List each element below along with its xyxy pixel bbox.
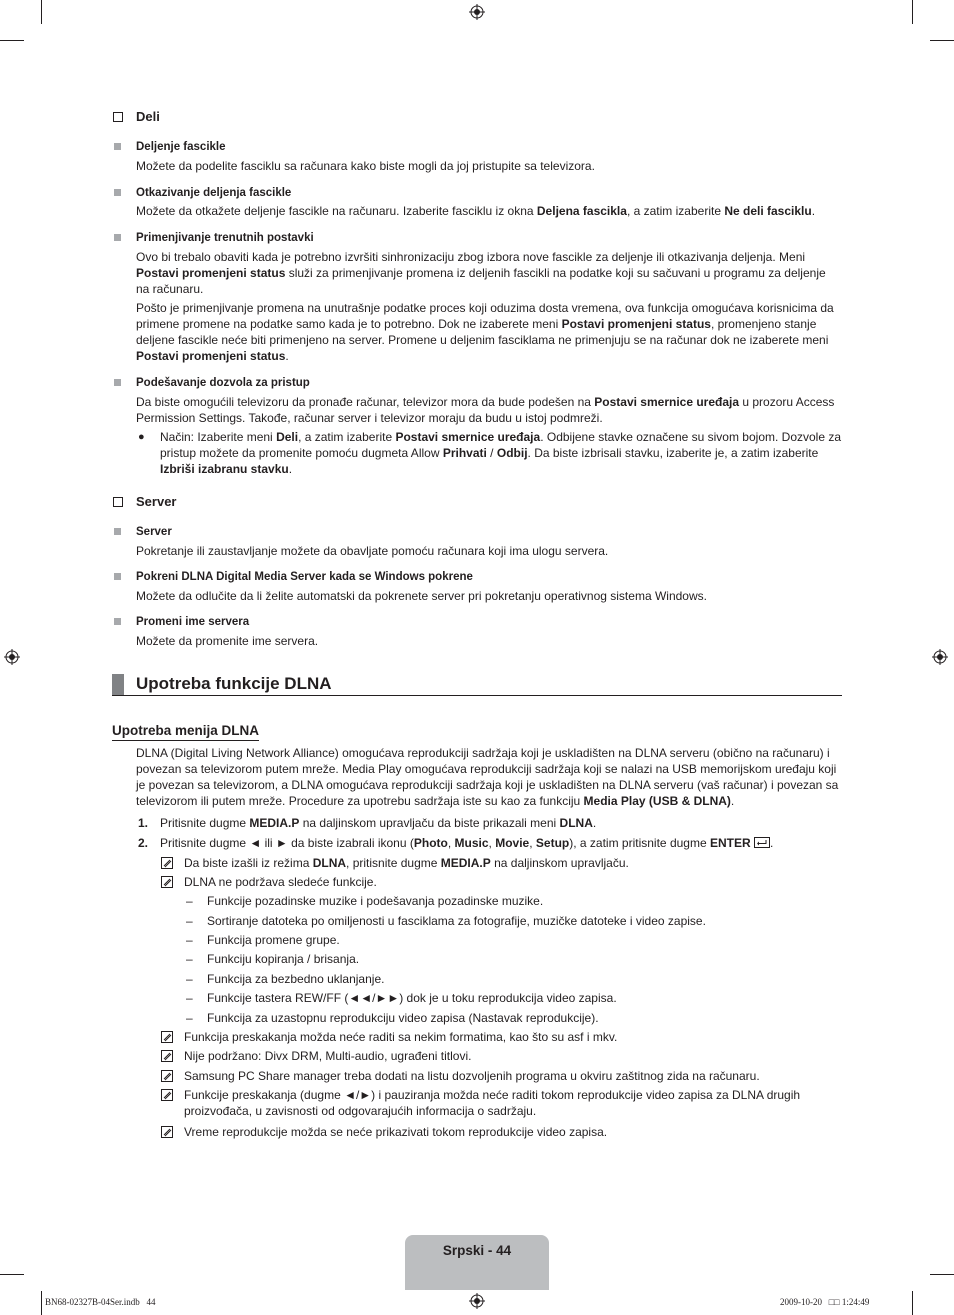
item-bullet-text: Način: Izaberite meni Deli, a zatim izaberite Postavi smernice uređaja. Odbijene stavke označene su sivom bojom. Dozvole za pristup možete da promenite pomoću dugmeta Allow Prihvati / Odbij. Da biste izbrisali stavku, izaberite je, a zatim izaberite Izbriši izabranu stavku.	[160, 430, 842, 476]
square-bullet-icon	[114, 189, 121, 196]
square-bullet-icon	[114, 573, 121, 580]
round-bullet-icon: ●	[138, 431, 145, 443]
square-bullet-icon	[114, 234, 121, 241]
footer-date: 2009-10-20 □□ 1:24:49	[780, 1297, 870, 1307]
square-bullet-icon	[114, 143, 121, 150]
registration-mark-icon	[469, 1293, 485, 1309]
checkbox-bullet-icon	[113, 112, 123, 122]
square-bullet-icon	[114, 379, 121, 386]
dash-item: Funkcije pozadinske muzike i podešavanja pozadinske muzike.	[207, 894, 544, 908]
square-bullet-icon	[114, 618, 121, 625]
note-text: Da biste izašli iz režima DLNA, pritisnite dugme MEDIA.P na daljinskom upravljaču.	[184, 856, 629, 870]
item-heading: Server	[136, 526, 172, 538]
registration-mark-icon	[932, 649, 948, 665]
section-title-dlna: Upotreba funkcije DLNA	[136, 674, 332, 693]
section-title-server: Server	[136, 494, 177, 509]
dash-item: Funkcija za bezbedno uklanjanje.	[207, 972, 385, 986]
heading-rule	[112, 695, 842, 696]
note-icon	[161, 1126, 173, 1138]
item-text: Možete da promenite ime servera.	[136, 634, 319, 648]
footer-file: BN68-02327B-04Ser.indb 44	[45, 1297, 156, 1307]
item-text: Ovo bi trebalo obaviti kada je potrebno izvršiti sinhronizaciju zbog izbora nove fascikle za deljenje ili otkazivanja deljenja. Meni Postavi promenjeni status služi za primenjivanje promena iz deljenih fascikli na podatke koji su sačuvani u programu za deljenje na računaru.	[136, 250, 826, 296]
dash-item: Funkciju kopiranja / brisanja.	[207, 952, 360, 966]
subsection-title: Upotreba menija DLNA	[112, 722, 259, 741]
dash-item: Sortiranje datoteka po omiljenosti u fasciklama za fotografije, muzičke datoteke i video zapise.	[207, 914, 706, 928]
item-heading: Promeni ime servera	[136, 616, 250, 628]
note-text: Vreme reprodukcije možda se neće prikazivati tokom reprodukcije video zapisa.	[184, 1125, 608, 1139]
item-text: Možete da podelite fasciklu sa računara kako biste mogli da joj pristupite sa televizora.	[136, 159, 595, 173]
note-icon	[161, 1070, 173, 1082]
item-text: Možete da odlučite da li želite automatski da pokrenete server pri pokretanju operativnog sistema Windows.	[136, 589, 707, 603]
item-heading: Pokreni DLNA Digital Media Server kada se Windows pokrene	[136, 571, 473, 583]
item-heading: Deljenje fascikle	[136, 141, 226, 153]
page-label: Srpski - 44	[442, 1243, 512, 1258]
note-icon	[161, 857, 173, 869]
intro-text: DLNA (Digital Living Network Alliance) omogućava reprodukciji sadržaja koji je uskladišten na DLNA serveru (obično na računaru) i povezan sa televizorom putem mreže. Media Play omogućava reprodukciji sadržaja koji se nalazi na USB memorijskom uređaju koji je povezan sa televizorom, a DLNA omogućava reprodukciji sadržaja koji je uskladišten na DLNA serveru (vaš računar) i povezan sa televizorom ili putem mreže. Procedure za upotrebu sadržaja iste su kao za funkciju Media Play (USB & DLNA).	[136, 746, 839, 808]
step-number: 2.	[138, 836, 149, 850]
item-heading: Primenjivanje trenutnih postavki	[136, 232, 314, 244]
item-heading: Podešavanje dozvola za pristup	[136, 377, 310, 389]
step-text: Pritisnite dugme MEDIA.P na daljinskom upravljaču da biste prikazali meni DLNA.	[160, 816, 597, 830]
item-text: Možete da otkažete deljenje fascikle na računaru. Izaberite fasciklu iz okna Deljena fascikla, a zatim izaberite Ne deli fasciklu.	[136, 204, 816, 218]
note-text: Samsung PC Share manager treba dodati na listu dozvoljenih programa u okviru zaštitnog zida na računaru.	[184, 1069, 760, 1083]
item-heading: Otkazivanje deljenja fascikle	[136, 187, 292, 199]
note-icon	[161, 1031, 173, 1043]
note-icon	[161, 876, 173, 888]
dash-item: Funkcije tastera REW/FF (◄◄/►►) dok je u toku reprodukcija video zapisa.	[207, 991, 617, 1005]
item-text: Pošto je primenjivanje promena na unutrašnje podatke proces koji oduzima dosta vremena, ova funkcija omogućava korisnicima da primene promene na podatke samo kada je to potrebno. Dok ne izaberete meni Postavi promenjeni status, promenjeno stanje deljene fascikle neće biti primenjeno na server. Promene u deljenim fasciklama ne primenjuju se na računar dok ne izaberete meni Postavi promenjeni status.	[136, 301, 834, 363]
note-text: Funkcija preskakanja možda neće raditi sa nekim formatima, kao što su asf i mkv.	[184, 1030, 618, 1044]
dash-item: Funkcija promene grupe.	[207, 933, 340, 947]
heading-bar	[112, 674, 124, 695]
note-icon	[161, 1089, 173, 1101]
registration-mark-icon	[469, 4, 485, 20]
note-text: Nije podržano: Divx DRM, Multi-audio, ugrađeni titlovi.	[184, 1049, 472, 1063]
enter-icon	[754, 837, 770, 848]
step-text: Pritisnite dugme ◄ ili ► da biste izabrali ikonu (Photo, Music, Movie, Setup), a zatim pritisnite dugme ENTER .	[160, 836, 774, 850]
dash-item: Funkcija za uzastopnu reprodukciju video zapisa (Nastavak reprodukcije).	[207, 1011, 599, 1025]
section-title-deli: Deli	[136, 109, 160, 124]
square-bullet-icon	[114, 528, 121, 535]
note-icon	[161, 1050, 173, 1062]
checkbox-bullet-icon	[113, 497, 123, 507]
note-text: Funkcije preskakanja (dugme ◄/►) i pauziranja možda neće raditi tokom reprodukcije video zapisa za DLNA drugih proizvođača, u zavisnosti od odgovarajućih informacija o sadržaju.	[184, 1088, 801, 1118]
item-text: Da biste omogućili televizoru da pronađe računar, televizor mora da bude podešen na Postavi smernice uređaja u prozoru Access Permission Settings. Takođe, računar server i televizor moraju da budu u istoj podmreži.	[136, 395, 835, 425]
item-text: Pokretanje ili zaustavljanje možete da obavljate pomoću računara koji ima ulogu servera.	[136, 544, 609, 558]
step-number: 1.	[138, 816, 149, 830]
registration-mark-icon	[4, 649, 20, 665]
note-text: DLNA ne podržava sledeće funkcije.	[184, 875, 377, 889]
